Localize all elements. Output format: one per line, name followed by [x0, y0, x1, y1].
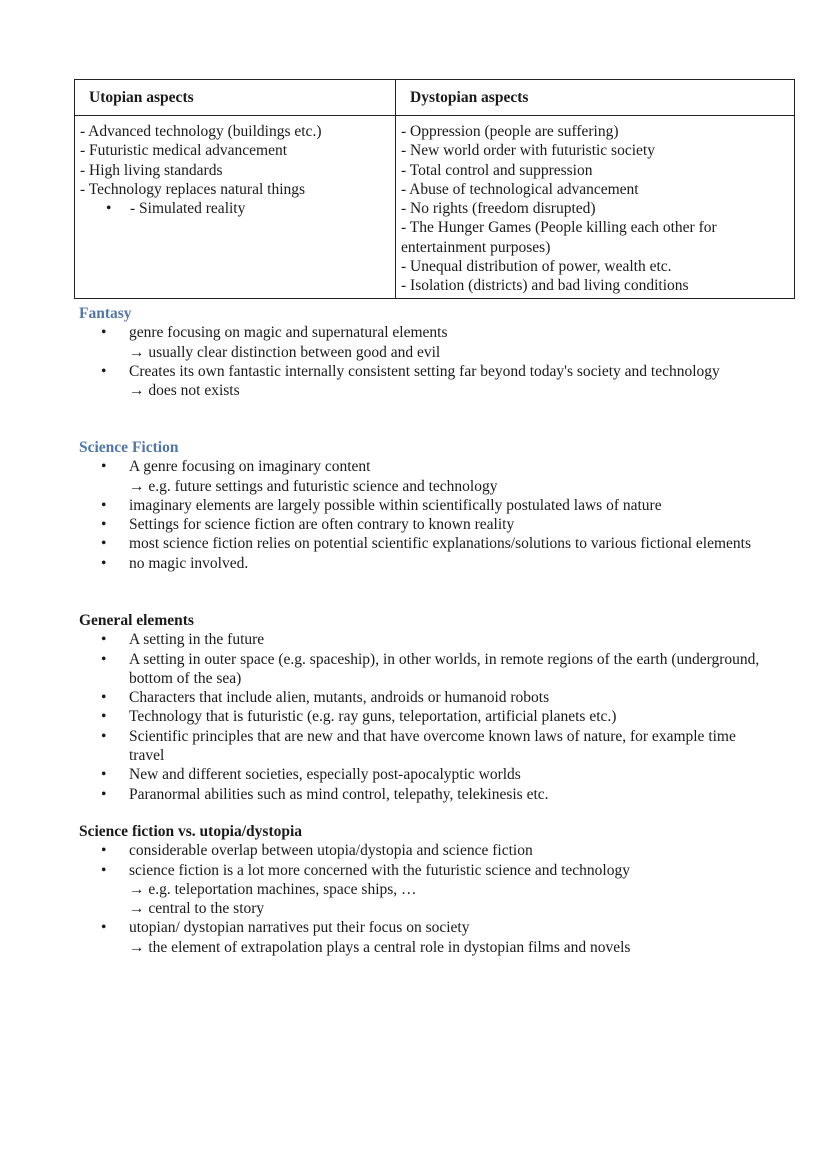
list-item-note: → usually clear distinction between good and evil [129, 343, 441, 361]
dystopian-item: - Isolation (districts) and bad living conditions [401, 277, 689, 295]
bullet-icon: • [101, 861, 107, 879]
bullet-icon: • [101, 708, 107, 726]
fantasy-section [79, 304, 759, 400]
dystopian-header: Dystopian aspects [396, 80, 795, 116]
utopian-item: - Futuristic medical advancement [80, 142, 288, 160]
science-fiction-list [79, 457, 759, 573]
versus-section [79, 822, 759, 957]
list-item-text: Paranormal abilities such as mind control, telepathy, telekinesis etc. [129, 785, 549, 803]
dystopian-item: - No rights (freedom disrupted) [401, 200, 596, 218]
bullet-icon: • [101, 496, 107, 514]
bullet-icon: • [101, 554, 107, 572]
bullet-icon: • [101, 631, 107, 649]
list-item [79, 918, 759, 957]
list-item-text: Settings for science fiction are often contrary to known reality [129, 516, 515, 534]
utopian-item: - Technology replaces natural things [80, 180, 306, 198]
list-item-text: A genre focusing on imaginary content [129, 458, 371, 476]
list-item-note: → the element of extrapolation plays a central role in dystopian films and novels [129, 938, 631, 956]
list-item [79, 707, 769, 726]
list-item-text: A setting in the future [129, 631, 265, 649]
list-item [79, 554, 759, 573]
general-elements-list [79, 630, 769, 804]
list-item-text: utopian/ dystopian narratives put their focus on society [129, 919, 470, 937]
list-item [79, 688, 769, 707]
utopian-subitem [80, 199, 391, 218]
fantasy-heading: Fantasy [79, 305, 132, 322]
list-item [79, 515, 759, 534]
general-elements-section [79, 611, 769, 804]
versus-heading: Science fiction vs. utopia/dystopia [79, 823, 303, 840]
list-item [79, 457, 759, 496]
bullet-icon: • [101, 842, 107, 860]
bullet-icon: • [101, 535, 107, 553]
bullet-icon: • [101, 650, 107, 668]
utopian-item: - Advanced technology (buildings etc.) [80, 123, 322, 140]
list-item-note: → does not exists [129, 382, 240, 400]
list-item-text: Technology that is futuristic (e.g. ray guns, teleportation, artificial planets etc.) [129, 708, 617, 726]
list-item [79, 841, 759, 860]
list-item-text: Scientific principles that are new and that have overcome known laws of nature, for example time travel [129, 727, 736, 765]
list-item-text: most science fiction relies on potential scientific explanations/solutions to various fictional elements [129, 535, 751, 553]
bullet-icon: • [101, 919, 107, 937]
dystopian-item: - The Hunger Games (People killing each other for entertainment purposes) [401, 219, 717, 256]
dystopian-item: - Oppression (people are suffering) [401, 123, 619, 140]
utopian-subitem-text: - Simulated reality [130, 200, 246, 218]
bullet-icon: • [101, 689, 107, 707]
dystopian-item: - Unequal distribution of power, wealth etc. [401, 258, 672, 276]
bullet-icon: • [101, 516, 107, 534]
list-item-text: Creates its own fantastic internally consistent setting far beyond today's society and technology [129, 362, 720, 380]
list-item-text: considerable overlap between utopia/dystopia and science fiction [129, 842, 533, 860]
utopian-cell [75, 116, 396, 299]
list-item [79, 496, 759, 515]
general-elements-heading: General elements [79, 612, 194, 629]
list-item [79, 323, 759, 362]
list-item [79, 630, 769, 649]
list-item-text: New and different societies, especially post-apocalyptic worlds [129, 766, 521, 784]
list-item-text: genre focusing on magic and supernatural elements [129, 324, 448, 342]
dystopian-item: - New world order with futuristic society [401, 142, 655, 160]
bullet-icon: • [106, 200, 112, 218]
dystopian-cell [396, 116, 795, 299]
utopian-header: Utopian aspects [75, 80, 396, 116]
list-item-text: science fiction is a lot more concerned with the futuristic science and technology [129, 861, 630, 879]
list-item [79, 861, 759, 919]
versus-list [79, 841, 759, 957]
dystopian-item: - Abuse of technological advancement [401, 180, 639, 198]
bullet-icon: • [101, 324, 107, 342]
list-item-text: no magic involved. [129, 554, 249, 572]
list-item-note: → e.g. future settings and futuristic science and technology [129, 477, 498, 495]
science-fiction-heading: Science Fiction [79, 439, 179, 456]
bullet-icon: • [101, 766, 107, 784]
list-item-text: imaginary elements are largely possible within scientifically postulated laws of nature [129, 496, 662, 514]
dystopian-item: - Total control and suppression [401, 161, 593, 179]
bullet-icon: • [101, 785, 107, 803]
bullet-icon: • [101, 727, 107, 745]
bullet-icon: • [101, 458, 107, 476]
science-fiction-section [79, 438, 759, 573]
list-item [79, 765, 769, 784]
utopian-item: - High living standards [80, 161, 223, 179]
list-item [79, 785, 769, 804]
list-item-note: → e.g. teleportation machines, space ships, … [129, 880, 417, 898]
fantasy-list [79, 323, 759, 400]
list-item [79, 727, 769, 766]
utopia-dystopia-table [74, 79, 795, 299]
list-item-text: A setting in outer space (e.g. spaceship), in other worlds, in remote regions of the earth (underground, bottom of the sea) [129, 650, 760, 687]
list-item [79, 650, 769, 689]
list-item [79, 362, 759, 401]
list-item [79, 534, 759, 553]
bullet-icon: • [101, 362, 107, 380]
list-item-text: Characters that include alien, mutants, androids or humanoid robots [129, 689, 550, 707]
list-item-note: → central to the story [129, 900, 265, 918]
